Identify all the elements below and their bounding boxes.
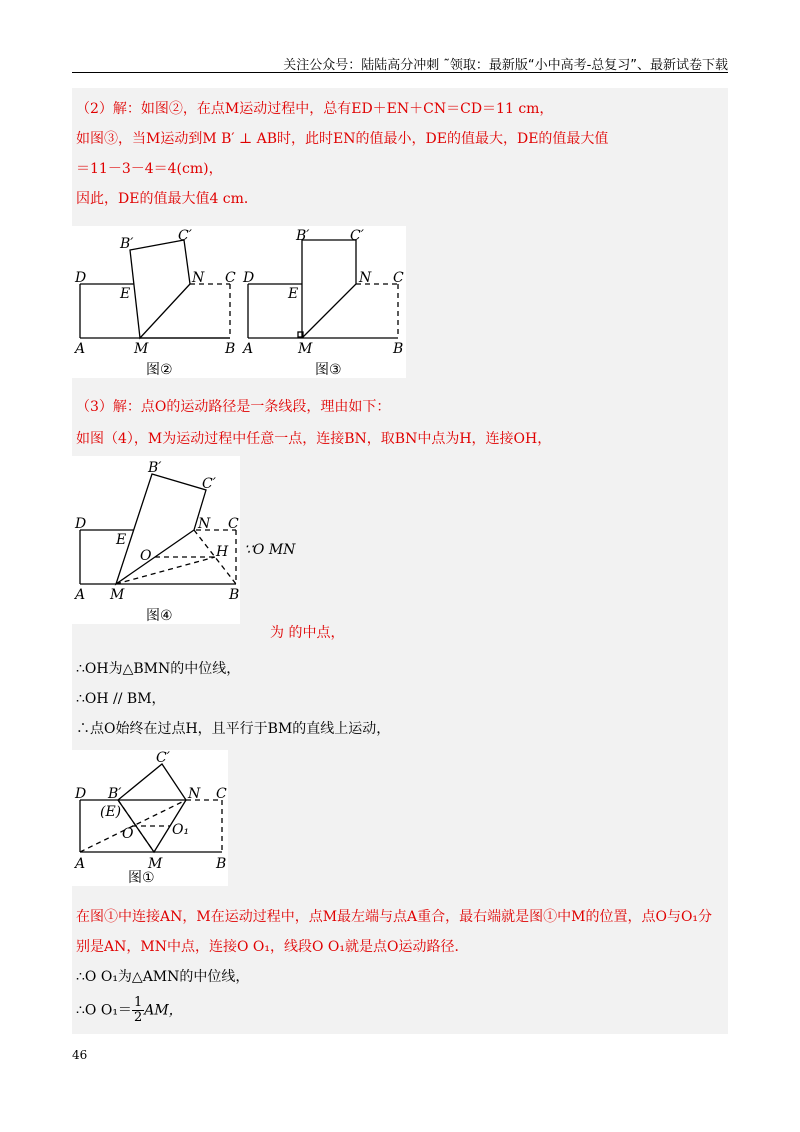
part4-line3: ∴O O₁为△AMN的中位线， — [76, 969, 250, 985]
part3-side-text: ∵O MN — [244, 542, 296, 558]
fig2-caption: 图② — [146, 362, 173, 378]
part4-line4 — [76, 996, 183, 1025]
fig3-label-B: B — [393, 341, 404, 357]
part2-line2: 如图③，当M运动到M B′ ⊥ AB时，此时EN的值最小，DE的值最大，DE的值最大值 — [76, 131, 609, 147]
part3-line2: 如图（4），M为运动过程中任意一点，连接BN，取BN中点为H，连接OH， — [76, 431, 552, 447]
solution-content — [72, 88, 728, 1034]
page-number: 46 — [72, 1048, 88, 1062]
figure-2 — [80, 240, 230, 338]
fig1-label-M: M — [148, 856, 163, 872]
fig2-label-E: E — [120, 286, 131, 302]
fig3-label-E: E — [288, 286, 299, 302]
fig4-label-H: H — [216, 544, 229, 560]
fig4-label-E: E — [116, 532, 127, 548]
fig3-label-A: A — [243, 341, 254, 357]
part4-line4-prefix: ∴O O₁＝ — [76, 1002, 132, 1019]
part3-line1: （3）解：点O的运动路径是一条线段，理由如下： — [76, 399, 391, 415]
fig4-label-B: B — [229, 587, 240, 603]
fig1-label-E: (E) — [100, 804, 122, 820]
fig3-label-M: M — [298, 341, 313, 357]
fig3-label-N: N — [359, 270, 372, 286]
fig1-label-Cp: C′ — [156, 750, 170, 766]
fig2-label-C: C — [225, 270, 236, 286]
fig4-label-A: A — [75, 587, 86, 603]
fraction-numerator: 1 — [133, 995, 143, 1010]
fig3-label-D: D — [243, 270, 255, 286]
figure-3 — [248, 240, 398, 338]
part3-line4: ∴OH为△BMN的中位线， — [76, 661, 241, 677]
fig2-label-M: M — [134, 341, 149, 357]
fig3-label-Bp: B′ — [296, 228, 310, 244]
fraction-denominator: 2 — [133, 1010, 143, 1025]
figure-2-and-3 — [72, 226, 406, 378]
fig4-label-D: D — [75, 516, 87, 532]
header-rule — [72, 72, 728, 73]
fig3-caption: 图③ — [315, 362, 342, 378]
part4-line4-suffix: AM， — [144, 1002, 183, 1019]
fig4-label-Cp: C′ — [202, 476, 216, 492]
part4-line1: 在图①中连接AN，M在运动过程中，点M最左端与点A重合，最右端就是图①中M的位置，点O与O₁分 — [76, 909, 713, 925]
fraction-one-half — [132, 996, 144, 1025]
fig2-label-B: B — [225, 341, 236, 357]
part3-line3: 为 的中点， — [270, 625, 345, 641]
fig1-caption: 图① — [128, 870, 155, 886]
fig2-label-Cp: C′ — [178, 228, 192, 244]
part2-line1: （2）解：如图②，在点M运动过程中，总有ED＋EN＋CN＝CD＝11 cm， — [76, 101, 554, 117]
part3-line5: ∴OH // BM， — [76, 691, 166, 707]
fig3-label-Cp: C′ — [350, 228, 364, 244]
fig2-label-D: D — [75, 270, 87, 286]
part4-line2: 别是AN，MN中点，连接O O₁，线段O O₁就是点O运动路径． — [76, 939, 469, 955]
fig1-label-A: A — [75, 856, 86, 872]
part2-line3: ＝11－3－4＝4(cm)， — [76, 161, 223, 177]
fig1-label-D: D — [75, 786, 87, 802]
fig4-label-N: N — [198, 516, 211, 532]
page-header: 关注公众号：陆陆高分冲刺 ˜领取：最新版“小中高考-总复习”、最新试卷下载 — [283, 58, 728, 73]
fig1-label-B: B — [216, 856, 227, 872]
fig1-label-O: O — [122, 826, 134, 842]
part3-line6: ∴点O始终在过点H，且平行于BM的直线上运动， — [76, 721, 391, 737]
figure-4 — [72, 456, 240, 624]
fig4-label-M: M — [110, 587, 125, 603]
figure-1 — [72, 750, 228, 886]
fig1-label-N: N — [188, 786, 201, 802]
part2-line4: 因此，DE的值最大值4 cm． — [76, 191, 258, 207]
fig2-label-Bp: B′ — [120, 236, 134, 252]
fig4-label-C: C — [228, 516, 239, 532]
fig1-label-O1: O₁ — [172, 822, 190, 838]
fig1-label-Bp: B′ — [108, 786, 122, 802]
fig4-label-O: O — [140, 548, 152, 564]
fig3-label-C: C — [393, 270, 404, 286]
fig2-label-N: N — [192, 270, 205, 286]
fig2-label-A: A — [75, 341, 86, 357]
fig1-label-C: C — [216, 786, 227, 802]
fig4-label-Bp: B′ — [148, 460, 162, 476]
fig4-caption: 图④ — [146, 608, 173, 624]
